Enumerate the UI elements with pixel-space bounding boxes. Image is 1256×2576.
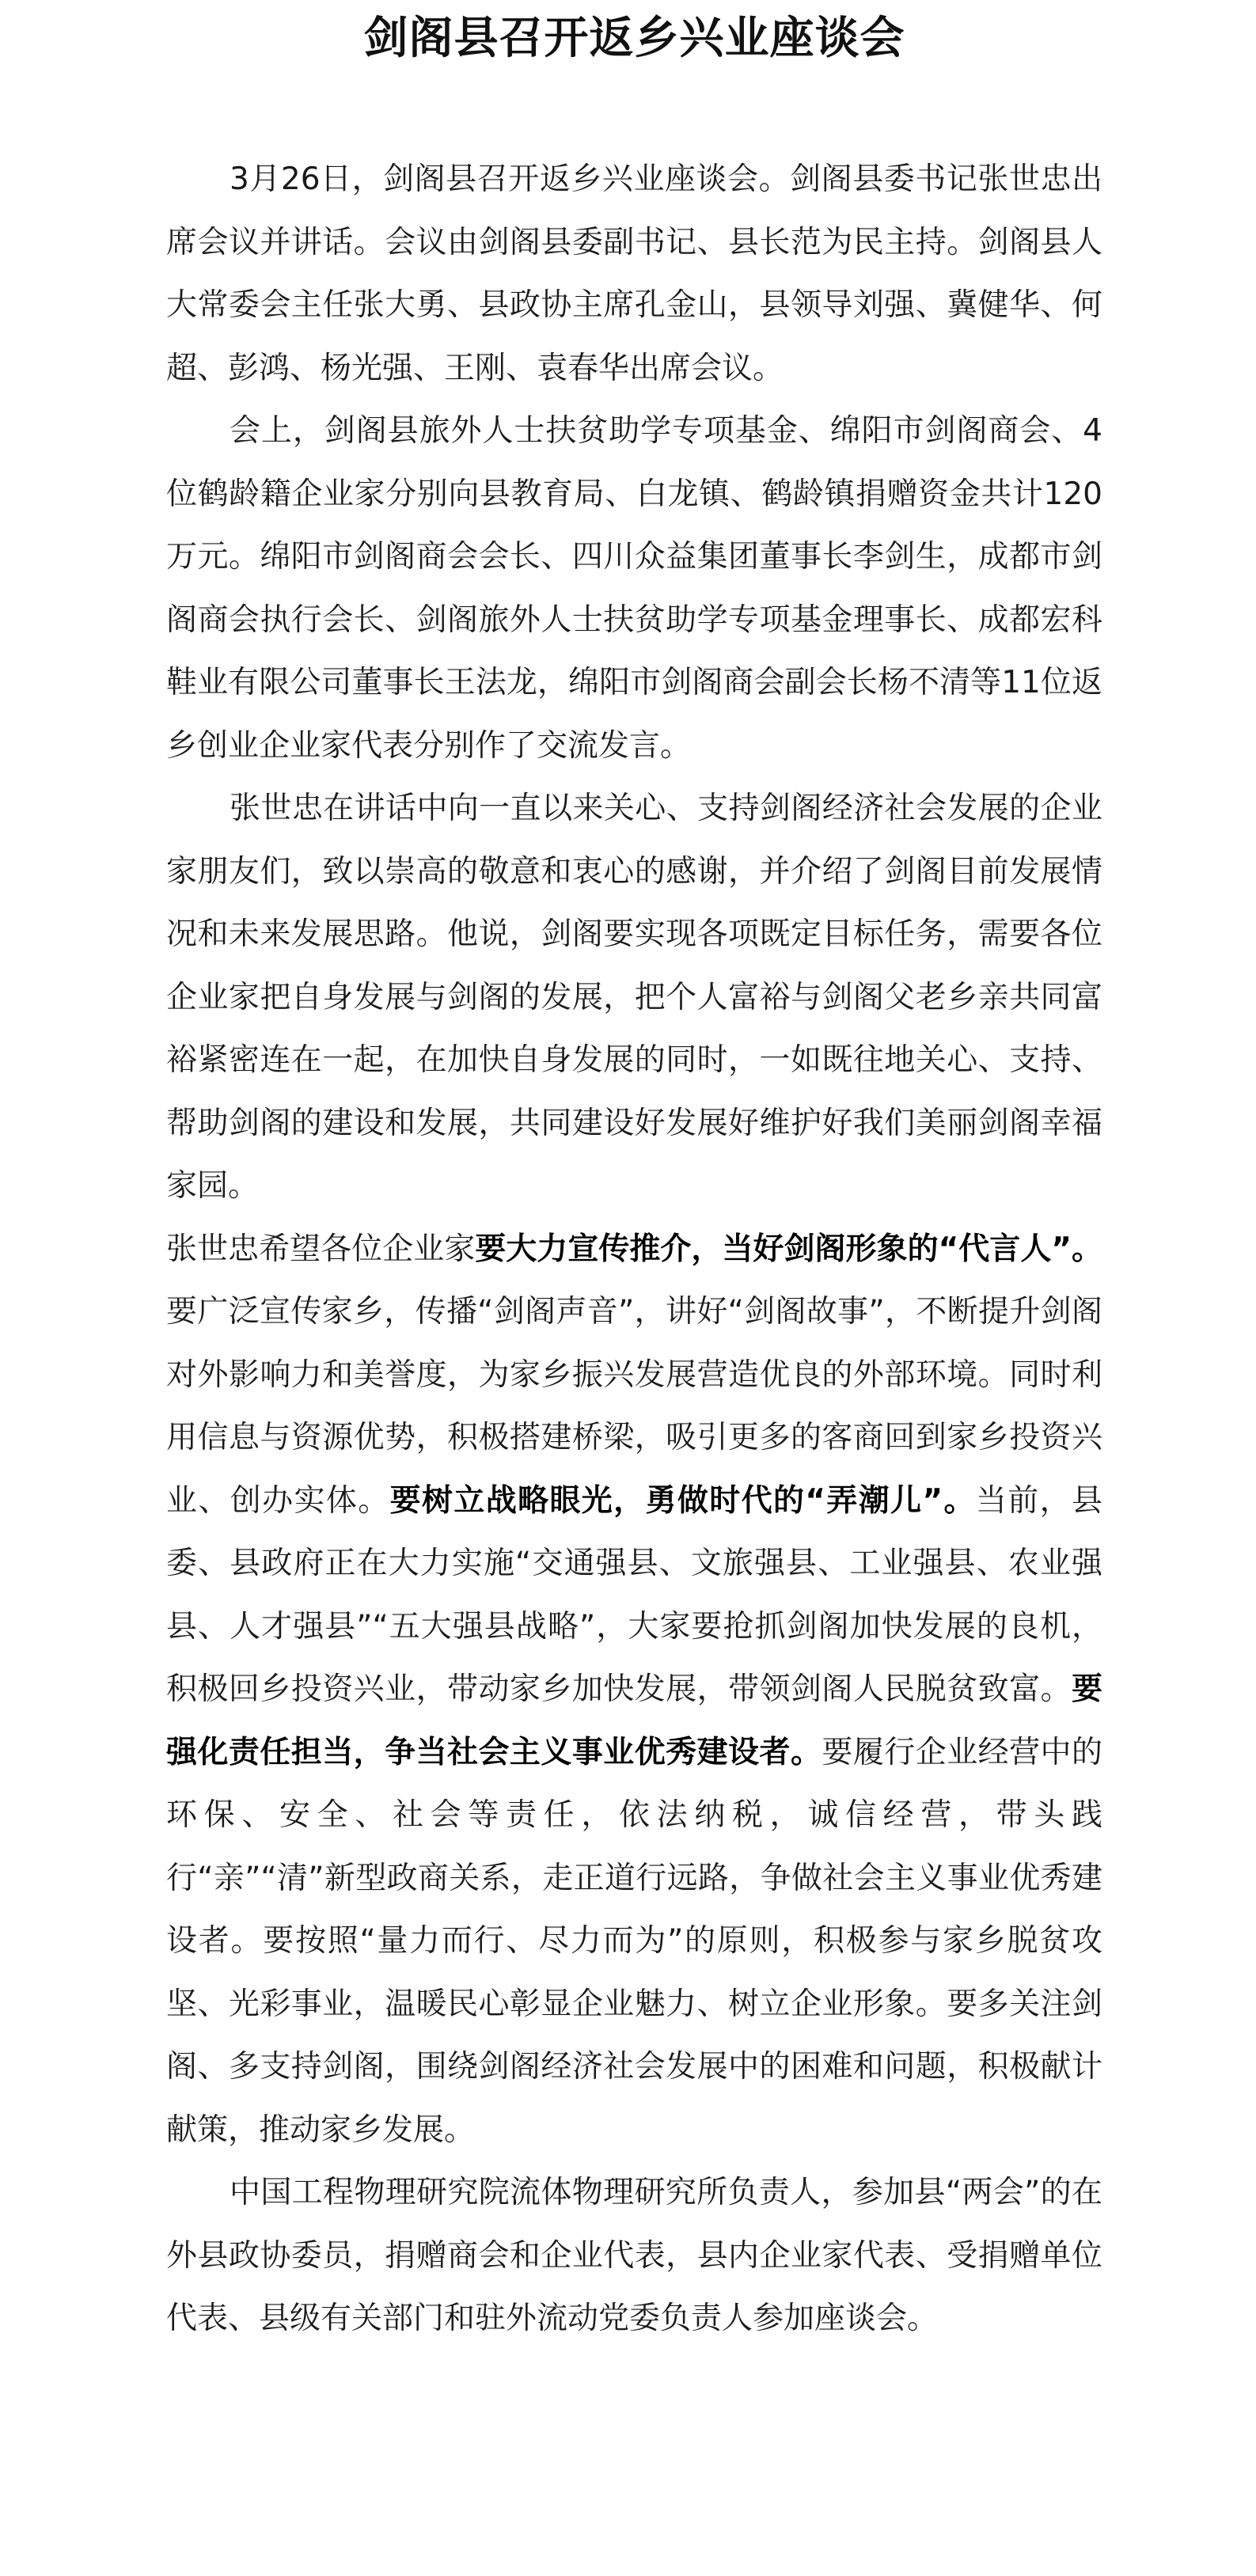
expectations-point-3-heading: 要强化责任担当，争当社会主义事业优秀建设者。	[166, 1671, 1102, 1770]
paragraph-expectations	[166, 1218, 1102, 2162]
expectations-point-2-heading: 要树立战略眼光，勇做时代的“弄潮儿”。	[389, 1482, 976, 1519]
expectations-point-3-text: 要履行企业经营中的环保、安全、社会等责任，依法纳税，诚信经营，带头践行“亲”“清”新型政商关系，走正道行远路，争做社会主义事业优秀建设者。要按照“量力而行、尽力而为”的原则，积极参与家乡脱贫攻坚、光彩事业，温暖民心彰显企业魅力、树立企业形象。要多关注剑阁、多支持剑阁，围绕剑阁经济社会发展中的困难和问题，积极献计献策，推动家乡发展。	[166, 1734, 1102, 2148]
article-body	[166, 148, 1102, 2350]
expectations-intro-text: 张世忠希望各位企业家	[166, 1231, 476, 1267]
paragraph-donations: 会上，剑阁县旅外人士扶贫助学专项基金、绵阳市剑阁商会、4位鹤龄籍企业家分别向县教育局、白龙镇、鹤龄镇捐赠资金共计120万元。绵阳市剑阁商会会长、四川众益集团董事长李剑生，成都市剑阁商会执行会长、剑阁旅外人士扶贫助学专项基金理事长、成都宏科鞋业有限公司董事长王法龙，绵阳市剑阁商会副会长杨不清等11位返乡创业企业家代表分别作了交流发言。	[166, 413, 1102, 764]
article-title: 剑阁县召开返乡兴业座谈会	[363, 12, 905, 64]
paragraph-attendees: 中国工程物理研究院流体物理研究所负责人，参加县“两会”的在外县政协委员，捐赠商会和企业代表，县内企业家代表、受捐赠单位代表、县级有关部门和驻外流动党委负责人参加座谈会。	[166, 2175, 1102, 2336]
expectations-point-1-heading: 要大力宣传推介，当好剑阁形象的“代言人”。	[475, 1231, 1102, 1267]
expectations-point-1-text: 要广泛宣传家乡，传播“剑阁声音”，讲好“剑阁故事”，不断提升剑阁对外影响力和美誉度，为家乡振兴发展营造优良的外部环境。同时利用信息与资源优势，积极搭建桥梁，吸引更多的客商回到家乡投资兴业、创办实体。	[166, 1294, 1102, 1519]
paragraph-meeting-overview: 3月26日，剑阁县召开返乡兴业座谈会。剑阁县委书记张世忠出席会议并讲话。会议由剑阁县委副书记、县长范为民主持。剑阁县人大常委会主任张大勇、县政协主席孔金山，县领导刘强、冀健华、何超、彭鸿、杨光强、王刚、袁春华出席会议。	[166, 161, 1102, 386]
expectations-point-2-text: 当前，县委、县政府正在大力实施“交通强县、文旅强县、工业强县、农业强县、人才强县”“五大强县战略”，大家要抢抓剑阁加快发展的良机，积极回乡投资兴业，带动家乡加快发展，带领剑阁人民脱贫致富。	[166, 1482, 1102, 1707]
paragraph-speech: 张世忠在讲话中向一直以来关心、支持剑阁经济社会发展的企业家朋友们，致以崇高的敬意和衷心的感谢，并介绍了剑阁目前发展情况和未来发展思路。他说，剑阁要实现各项既定目标任务，需要各位企业家把自身发展与剑阁的发展，把个人富裕与剑阁父老乡亲共同富裕紧密连在一起，在加快自身发展的同时，一如既往地关心、支持、帮助剑阁的建设和发展，共同建设好发展好维护好我们美丽剑阁幸福家园。	[166, 791, 1102, 1204]
